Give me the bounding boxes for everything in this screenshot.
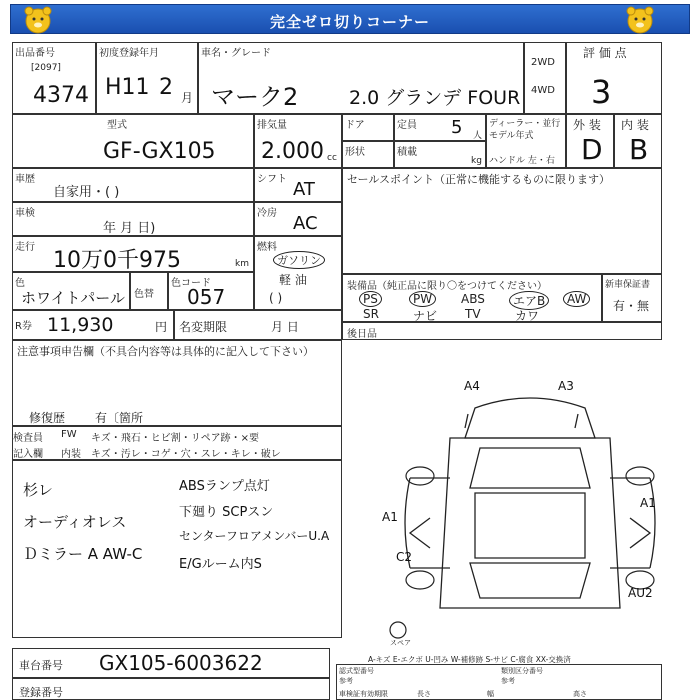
- interior-check-label: 内装: [61, 449, 81, 460]
- notes-label: 注意事項申告欄（不具合内容等は具体的に記入して下さい）: [17, 345, 314, 358]
- recycle-label: R券: [15, 321, 32, 332]
- capacity-label: 定員: [397, 120, 417, 131]
- interior-value: B: [629, 133, 649, 166]
- type-cell: [12, 114, 254, 168]
- color-code-cell: [168, 272, 254, 310]
- remark-left-2: オーディオレス: [23, 513, 127, 531]
- recycle-unit: 円: [155, 320, 168, 334]
- registration-cell: [12, 678, 330, 700]
- equipment-label: 装備品（純正品に限り〇をつけてください）: [347, 281, 547, 292]
- fw-items: キズ・飛石・ヒビ割・リペア跡・×要: [91, 433, 259, 444]
- remark-left-3: Ｄミラー A AW-C: [23, 545, 143, 563]
- new-warranty-cell: [602, 274, 662, 322]
- fuel-label: 燃料: [257, 242, 277, 253]
- fuel-cell: [254, 236, 342, 310]
- shift-label: シフト: [257, 174, 287, 185]
- shape-label: 形状: [345, 147, 365, 158]
- gasoline-option: [273, 251, 325, 269]
- load-cell: [394, 141, 486, 168]
- displacement-cell: [254, 114, 342, 168]
- equip-ps: PS: [359, 291, 382, 307]
- model-grade-cell: [198, 42, 524, 114]
- equip-airbag: エアB: [509, 291, 549, 310]
- chassis-label: 車台番号: [19, 659, 63, 672]
- handle-label: ハンドル 左・右: [489, 156, 555, 166]
- equip-navi: ナビ: [413, 309, 438, 323]
- new-warranty-value: 有・無: [613, 299, 650, 313]
- inspection-cell: [12, 202, 254, 236]
- gasoline-label: ガソリン: [273, 251, 325, 269]
- damage-legend: A-キズ E-エクボ U-凹み W-補修跡 S-サビ C-腐食 XX-交換済: [368, 655, 571, 664]
- equip-abs: ABS: [461, 292, 485, 306]
- remarks-cell: [12, 460, 342, 638]
- spare-label: スペア: [390, 639, 411, 647]
- footer-cell-8: 高さ: [573, 690, 587, 698]
- capacity-value: 5: [451, 117, 463, 138]
- equipment-cell: [342, 274, 602, 322]
- drive-cell: [524, 42, 566, 114]
- recycle-cell: [12, 310, 174, 340]
- inspection-label: 車検: [15, 208, 35, 219]
- model-name: マーク2: [211, 83, 299, 111]
- car-damage-diagram: [380, 368, 680, 648]
- lot-number-cell: [12, 42, 96, 114]
- drive-4wd: 4WD: [531, 85, 555, 96]
- remark-right-4: E/Gルーム内S: [179, 557, 262, 572]
- deadline-label: 名変期限: [179, 320, 228, 334]
- interior-label: 内 装: [621, 118, 649, 132]
- first-reg-month: 2: [159, 75, 173, 100]
- first-reg-label: 初度登録年月: [99, 48, 159, 59]
- mark-c2: C2: [396, 550, 413, 564]
- mark-a3: A3: [558, 379, 574, 393]
- recycle-value: 11,930: [47, 314, 114, 336]
- cooler-cell: [254, 202, 342, 236]
- inspector-cell: [12, 426, 342, 460]
- equip-tv: TV: [465, 307, 481, 321]
- equip-leather: カワ: [515, 309, 540, 323]
- mileage-unit: km: [235, 259, 249, 269]
- remark-right-1: ABSランプ点灯: [179, 479, 270, 494]
- back-date-label: 後日品: [347, 329, 377, 340]
- history-cell: [12, 168, 254, 202]
- lot-number: 4374: [33, 83, 89, 108]
- spec-footer-cell: [336, 664, 662, 700]
- auction-sheet: [0, 38, 700, 700]
- color-value: ホワイトパール: [21, 289, 125, 307]
- color-change-label: 色替: [134, 289, 154, 300]
- load-unit: kg: [471, 156, 482, 166]
- capacity-unit: 人: [473, 131, 483, 141]
- banner-title: 完全ゼロ切りコーナー: [269, 13, 430, 31]
- door-label: ドア: [345, 120, 365, 131]
- dealer-label: ディーラー・並行: [489, 119, 561, 129]
- lot-sub: [2097]: [31, 63, 61, 73]
- interior-grade-cell: [614, 114, 662, 168]
- interior-items: キズ・汚レ・コゲ・穴・スレ・キレ・破レ: [91, 449, 281, 460]
- inspection-value: 年 月 日): [103, 221, 156, 236]
- exterior-value: D: [581, 133, 603, 166]
- registration-label: 登録番号: [19, 686, 63, 699]
- title-banner: [10, 4, 690, 34]
- sales-point-label: セールスポイント（正常に機能するものに限ります）: [347, 173, 611, 186]
- displacement-value: 2.000: [261, 139, 324, 164]
- color-code-value: 057: [187, 285, 226, 309]
- bear-mascot-icon: [623, 3, 657, 37]
- chassis-value: GX105-6003622: [99, 651, 263, 675]
- deadline-cell: [174, 310, 342, 340]
- back-date-cell: [342, 322, 662, 340]
- new-warranty-label: 新車保証書: [605, 280, 651, 290]
- cooler-label: 冷房: [257, 208, 277, 219]
- dealer-cell: [486, 114, 566, 168]
- first-reg-unit: 月: [181, 91, 194, 105]
- shape-cell: [342, 141, 394, 168]
- fw-label: FW: [61, 429, 77, 440]
- fuel-other: ( ): [269, 291, 283, 305]
- mileage-label: 走行: [15, 242, 35, 253]
- chassis-cell: [12, 648, 330, 678]
- footer-cell-2: 類別区分番号: [501, 667, 543, 675]
- mark-au2: AU2: [628, 586, 653, 600]
- footer-cell-3: 参考: [339, 677, 353, 685]
- inspector-sub: 記入欄: [13, 449, 43, 460]
- shift-value: AT: [293, 179, 315, 200]
- score-value: 3: [591, 73, 612, 111]
- mileage-cell: [12, 236, 254, 272]
- lot-label: 出品番号: [15, 48, 55, 59]
- diesel-label: 軽 油: [279, 273, 307, 287]
- mark-a4: A4: [464, 379, 480, 393]
- first-registration-cell: [96, 42, 198, 114]
- inspector-label: 検査員: [13, 433, 43, 444]
- color-change-cell: [130, 272, 168, 310]
- footer-cell-5: 車検証有効期限: [339, 690, 388, 698]
- color-label: 色: [15, 278, 25, 289]
- footer-cell-7: 幅: [487, 690, 494, 698]
- remark-right-2: 下廻り SCPスン: [179, 505, 274, 520]
- history-value: 自家用・( ): [53, 185, 120, 200]
- door-cell: [342, 114, 394, 141]
- color-code-label: 色コード: [171, 278, 211, 289]
- mark-a1-right: A1: [640, 496, 656, 510]
- exterior-grade-cell: [566, 114, 614, 168]
- type-label: 型式: [107, 120, 127, 131]
- history-label: 車歴: [15, 174, 35, 185]
- displacement-label: 排気量: [257, 120, 287, 131]
- notes-cell: [12, 340, 342, 426]
- exterior-label: 外 装: [573, 118, 601, 132]
- cooler-value: AC: [293, 213, 318, 234]
- drive-2wd: 2WD: [531, 57, 555, 68]
- remark-right-3: センターフロアメンバーU.A: [179, 529, 330, 543]
- equip-aw: AW: [563, 291, 590, 307]
- type-value: GF-GX105: [103, 139, 216, 164]
- model-year-label: モデル年式: [489, 131, 534, 141]
- first-reg-era: H11: [105, 75, 150, 100]
- shift-cell: [254, 168, 342, 202]
- score-cell: [566, 42, 662, 114]
- mileage-value: 10万0千975: [53, 248, 181, 273]
- load-label: 積載: [397, 147, 417, 158]
- repair-label: 修復歴: [29, 411, 66, 425]
- equip-sr: SR: [363, 307, 379, 321]
- mark-a1-left: A1: [382, 510, 398, 524]
- remark-left-1: 杉レ: [23, 481, 54, 499]
- footer-cell-4: 参考: [501, 677, 515, 685]
- footer-cell-6: 長さ: [417, 690, 431, 698]
- footer-cell-1: 認式型番号: [339, 667, 374, 675]
- score-label: 評 価 点: [583, 46, 627, 60]
- capacity-cell: [394, 114, 486, 141]
- equip-pw: PW: [409, 291, 436, 307]
- repair-value: 有〔箇所: [95, 411, 144, 425]
- displacement-unit: cc: [327, 153, 337, 163]
- model-label: 車名・グレード: [201, 48, 271, 59]
- sales-point-cell: [342, 168, 662, 274]
- deadline-value: 月 日: [271, 320, 299, 334]
- color-cell: [12, 272, 130, 310]
- grade: 2.0 グランデ FOUR: [349, 87, 521, 109]
